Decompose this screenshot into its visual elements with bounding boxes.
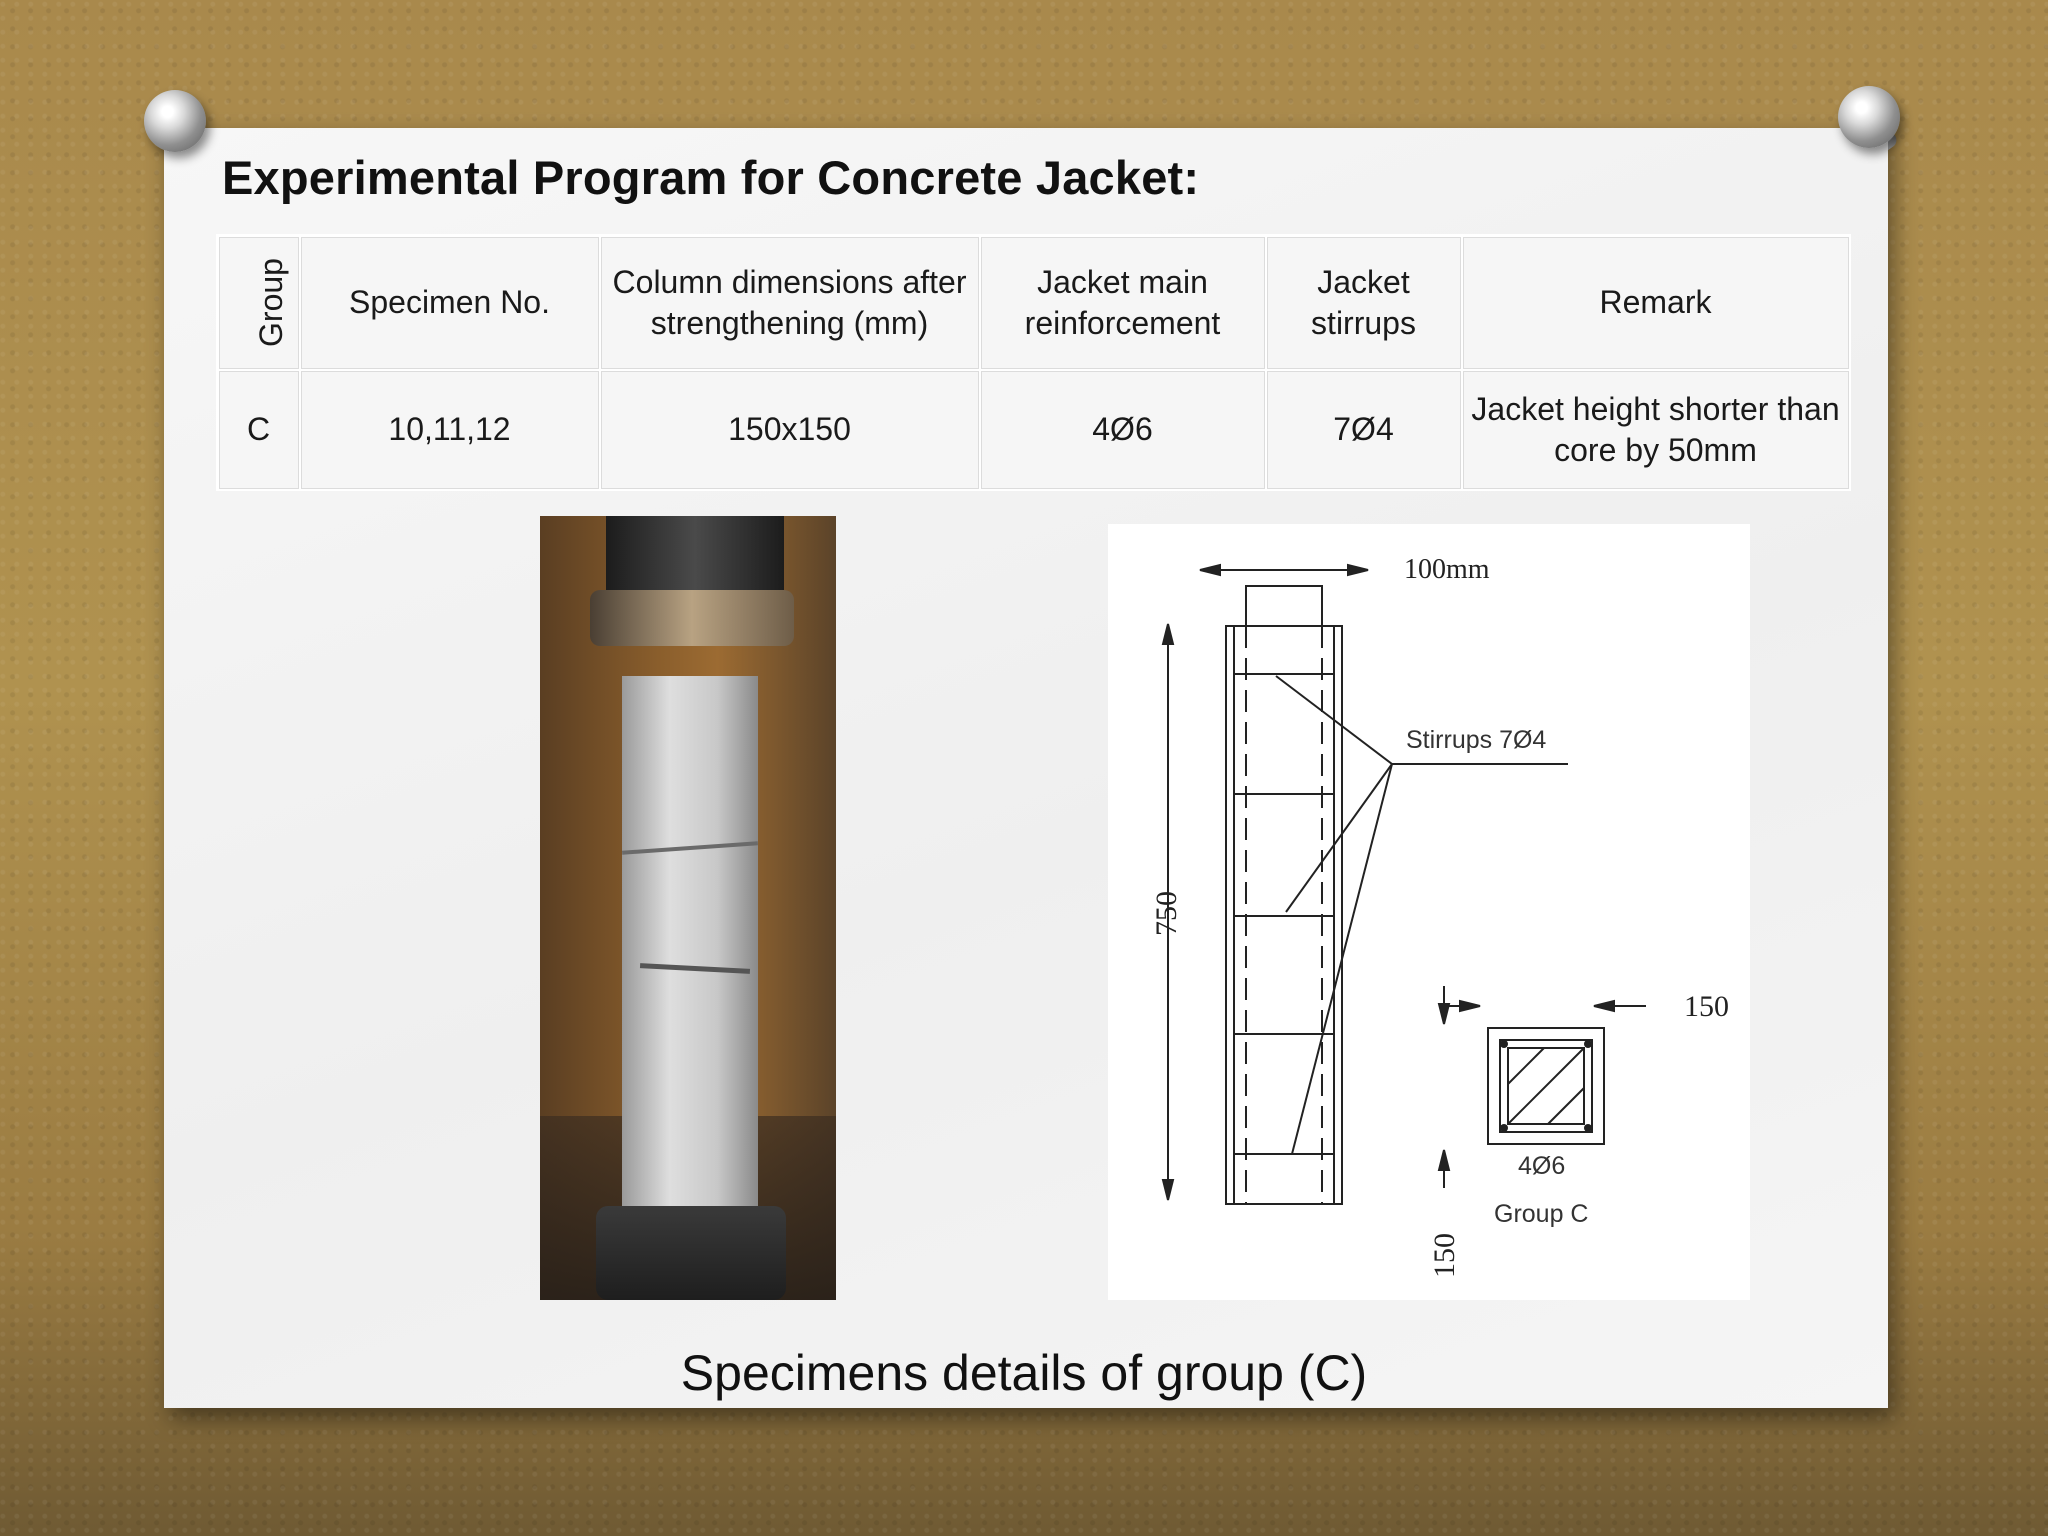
reinforcement-drawing: [1108, 524, 1750, 1300]
header-jacket-main-reinforcement: Jacket main reinforcement: [980, 236, 1266, 370]
header-group: Group: [218, 236, 300, 370]
dim-top-width: 100mm: [1404, 554, 1490, 585]
group-label: Group C: [1494, 1200, 1589, 1228]
header-jacket-stirrups: Jacket stirrups: [1266, 236, 1462, 370]
cell-main-reinforcement: 4Ø6: [980, 370, 1266, 490]
cell-remark: Jacket height shorter than core by 50mm: [1462, 370, 1850, 490]
pushpin-icon: [1838, 86, 1900, 148]
header-remark: Remark: [1462, 236, 1850, 370]
main-bars-label: 4Ø6: [1518, 1152, 1566, 1180]
cell-column-dimensions: 150x150: [600, 370, 980, 490]
slide-title: Experimental Program for Concrete Jacket:: [222, 151, 1200, 204]
reinforcement-drawing-svg: [1108, 524, 1750, 1300]
header-specimen-no: Specimen No.: [300, 236, 600, 370]
header-column-dimensions: Column dimensions after strengthening (mm): [600, 236, 980, 370]
dim-section-width: 150: [1684, 990, 1729, 1023]
stirrups-label: Stirrups 7Ø4: [1406, 726, 1547, 754]
dim-height: 750: [1150, 891, 1183, 936]
column-test-photo: [540, 516, 836, 1300]
specimen-table: [216, 234, 1851, 491]
cell-specimen-no: 10,11,12: [300, 370, 600, 490]
cell-stirrups: 7Ø4: [1266, 370, 1462, 490]
photo-base-plate: [596, 1206, 786, 1300]
cell-group: C: [218, 370, 300, 490]
figure-caption: Specimens details of group (C): [680, 1345, 1368, 1401]
photo-loading-collar: [590, 590, 794, 646]
photo-jacketed-column: [622, 676, 758, 1236]
photo-loading-ram: [606, 516, 784, 590]
dim-section-height: 150: [1428, 1233, 1461, 1278]
table-header-row: [218, 236, 1850, 370]
pushpin-icon: [144, 90, 206, 152]
table-row: [218, 370, 1850, 490]
